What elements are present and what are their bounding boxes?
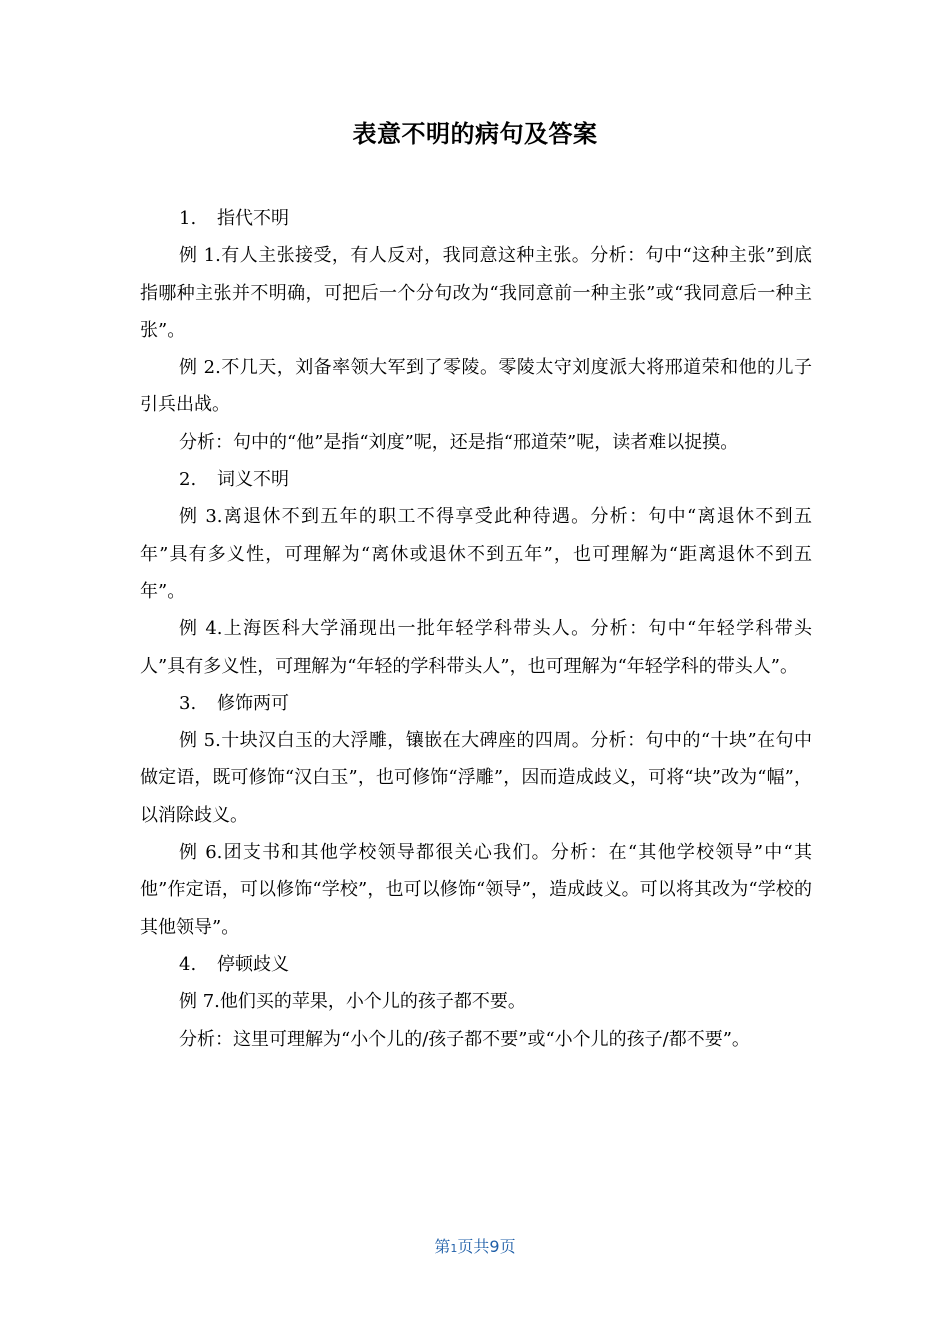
paragraph: 分析：句中的“他”是指“刘度”呢，还是指“邢道荣”呢，读者难以捉摸。 [179,431,739,453]
section-heading [140,200,812,237]
paragraph: 例 4.上海医科大学涌现出一批年轻学科带头人。分析：句中“年轻学科带头人”具有多义性，可理解为“年轻的学科带头人”，也可理解为“年轻学科的带头人”。 [140,618,812,677]
footer-current-page: 1 [450,1242,458,1255]
section-number: 2. [179,469,197,491]
section-heading [140,685,812,722]
footer-prefix: 第 [434,1237,451,1256]
section-number: 4. [179,953,197,975]
paragraph: 例 6.团支书和其他学校领导都很关心我们。分析：在“其他学校领导”中“其他”作定语，可以修饰“学校”，也可以修饰“领导”，造成歧义。可以将其改为“学校的其他领导”。 [140,842,812,938]
section-heading [140,461,812,498]
section-title: 停顿歧义 [217,953,289,975]
paragraph: 例 7.他们买的苹果，小个儿的孩子都不要。 [179,991,526,1013]
page-footer [0,1234,950,1257]
paragraph: 分析：这里可理解为“小个儿的/孩子都不要”或“小个儿的孩子/都不要”。 [179,1028,750,1050]
section-title: 修饰两可 [217,692,289,714]
footer-middle: 页共 [457,1237,490,1256]
paragraph: 例 2.不几天，刘备率领大军到了零陵。零陵太守刘度派大将邢道荣和他的儿子引兵出战。 [140,357,812,416]
document-title: 表意不明的病句及答案 [352,120,598,148]
paragraph: 例 3.离退休不到五年的职工不得享受此种待遇。分析：句中“离退休不到五年”具有多义性，可理解为“离休或退休不到五年”，也可理解为“距离退休不到五年”。 [140,506,812,602]
paragraph: 例 5.十块汉白玉的大浮雕，镶嵌在大碑座的四周。分析：句中的“十块”在句中做定语，既可修饰“汉白玉”，也可修饰“浮雕”，因而造成歧义，可将“块”改为“幅”，以消除歧义。 [140,730,812,826]
footer-suffix: 页 [499,1237,516,1256]
section-title: 词义不明 [217,469,289,491]
section-number: 1. [179,208,197,229]
document-body [140,200,812,1058]
section-number: 3. [179,692,197,714]
section-title: 指代不明 [217,208,289,229]
footer-total-pages: 9 [489,1237,500,1256]
paragraph: 例 1.有人主张接受，有人反对，我同意这种主张。分析：句中“这种主张”到底指哪种主张并不明确，可把后一个分句改为“我同意前一种主张”或“我同意后一种主张”。 [140,245,812,341]
section-heading [140,946,812,983]
